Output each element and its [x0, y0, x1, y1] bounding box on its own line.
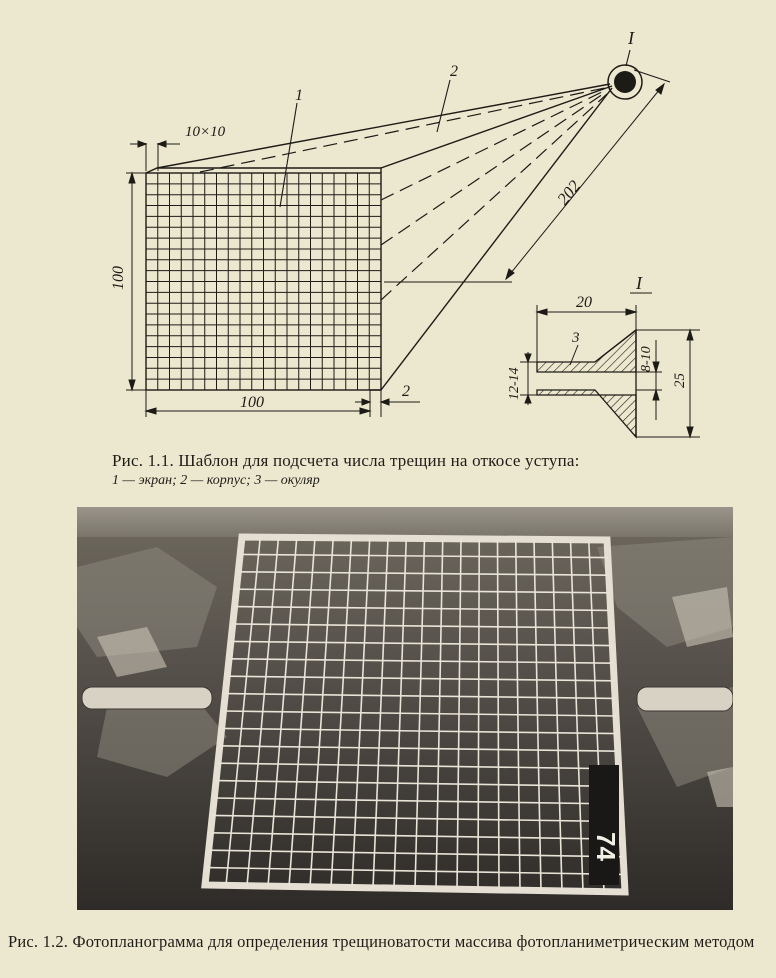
height-dimension: [126, 173, 146, 390]
callout-eyepiece: 3: [572, 330, 580, 346]
eyepiece-section: [537, 293, 652, 437]
screen-grid: [146, 173, 381, 390]
cell-size-label: 10×10: [185, 124, 226, 140]
figure-1-caption: Рис. 1.1. Шаблон для подсчета числа трещин на откосе уступа:: [112, 451, 580, 470]
height-label: 100: [110, 266, 127, 290]
detail-height-label: 25: [672, 373, 688, 388]
side-label: 2: [402, 383, 410, 400]
detail-width-label: 20: [576, 294, 592, 311]
length-label: 202: [553, 176, 585, 209]
callout-screen: 1: [295, 87, 303, 104]
length-dimension: [384, 70, 670, 282]
field-photo: [77, 507, 733, 910]
detail-bore-label: 12-14: [507, 367, 522, 400]
figure-2-caption: Рис. 1.2. Фотопланограмма для определения трещиноватости массива фотопланиметрическим методом: [8, 932, 755, 951]
width-label: 100: [240, 394, 264, 411]
photo-marker: 74: [591, 832, 621, 861]
detail-inner-label: 8-10: [639, 346, 654, 372]
hidden-rays: [200, 88, 607, 300]
template-drawing: [0, 0, 776, 450]
photo-illustration: [77, 507, 733, 910]
screen-top-face: [146, 168, 381, 173]
detail-title: I: [636, 273, 642, 293]
cell-dimension: [130, 141, 180, 171]
eyepiece-detail-marker: [608, 65, 642, 99]
callout-body: 2: [450, 63, 458, 80]
callout-detail: I: [628, 28, 634, 48]
figure-1-legend: 1 — экран; 2 — корпус; 3 — окуляр: [112, 473, 320, 488]
